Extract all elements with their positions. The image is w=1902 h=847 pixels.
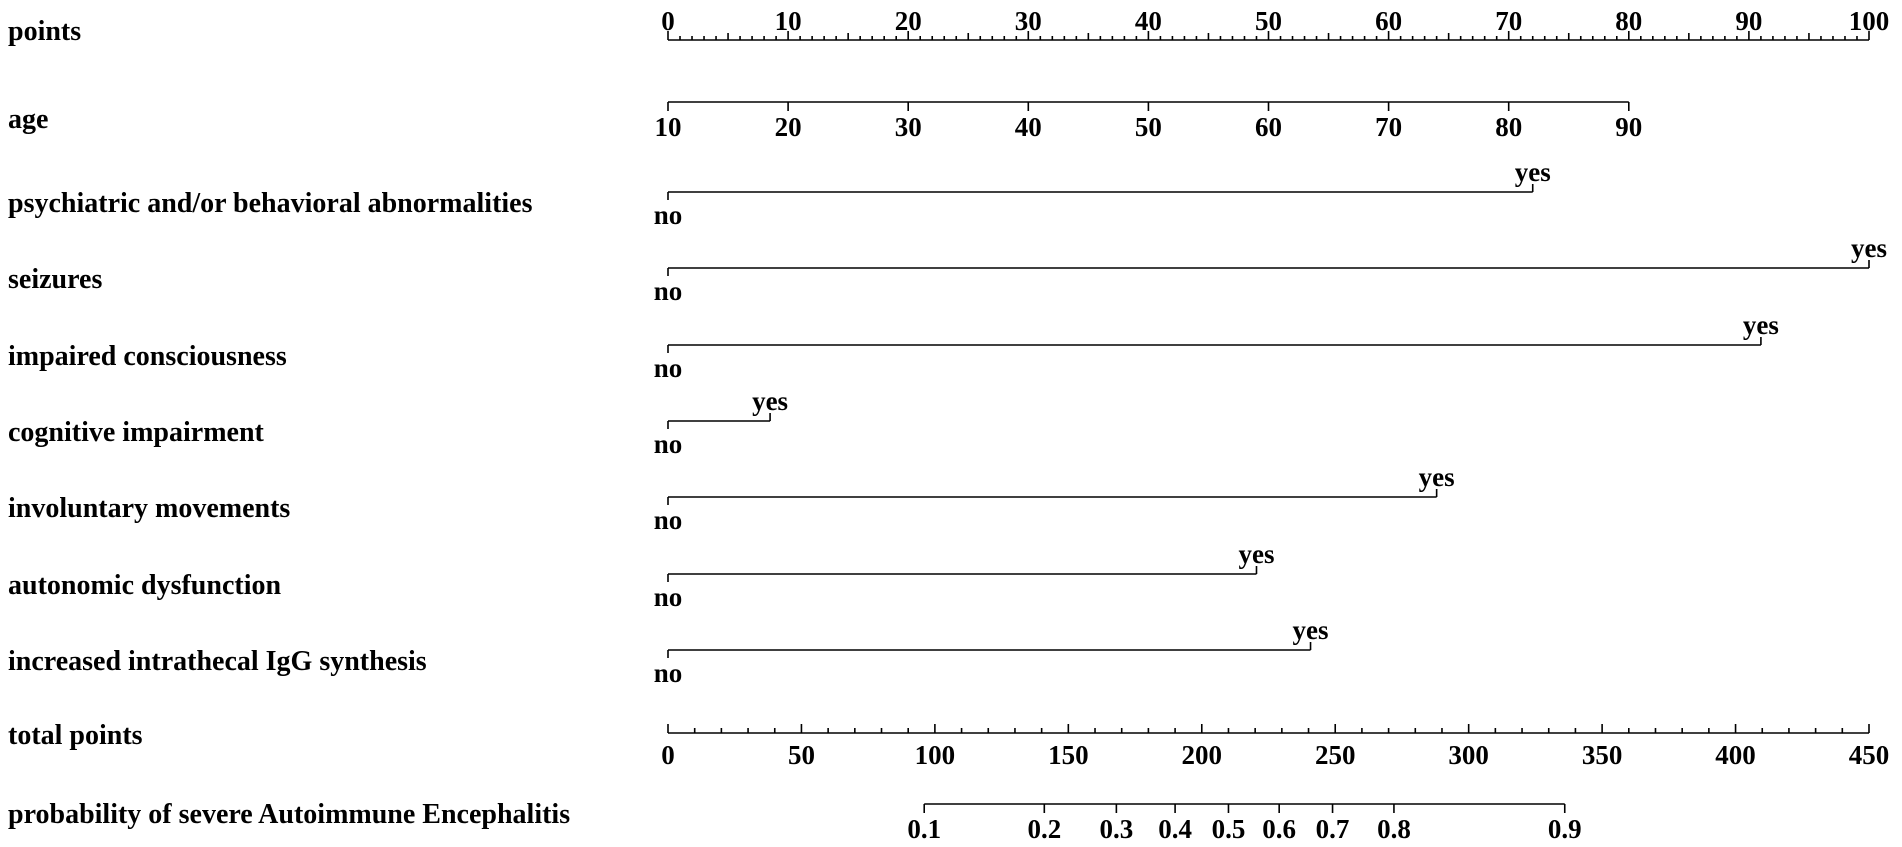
age-tick-label: 90 [1615,112,1643,142]
level-yes-label: yes [1851,233,1887,263]
probability-tick-label: 0.5 [1211,814,1246,844]
probability-tick-label: 0.9 [1547,814,1582,844]
age-tick-label: 80 [1495,112,1523,142]
row-label-binary: increased intrathecal IgG synthesis [8,646,427,677]
points-tick-label: 60 [1375,6,1403,36]
row-label-points: points [8,16,82,47]
level-no-label: no [653,505,683,535]
level-yes-label: yes [1418,462,1455,492]
total-points-tick-label: 300 [1448,740,1489,770]
row-label-age: age [8,104,49,135]
total-points-tick-label: 250 [1314,740,1356,770]
total-points-tick-label: 450 [1848,740,1890,770]
row-label-probability: probability of severe Autoimmune Encephalitis [8,799,571,830]
row-label-binary: seizures [8,264,103,295]
age-tick-label: 30 [894,112,922,142]
level-no-label: no [653,200,683,230]
total-points-tick-label: 150 [1048,740,1089,770]
probability-tick-label: 0.2 [1027,814,1062,844]
total-points-tick-label: 200 [1181,740,1223,770]
row-label-total-points: total points [8,720,143,751]
points-tick-label: 0 [661,6,675,36]
row-label-binary: involuntary movements [8,493,291,524]
total-points-tick-label: 100 [914,740,956,770]
row-label-binary: cognitive impairment [8,417,264,448]
level-yes-label: yes [1238,539,1275,569]
age-tick-label: 70 [1375,112,1403,142]
level-yes-label: yes [752,386,789,416]
age-tick-label: 60 [1255,112,1282,142]
total-points-tick-label: 50 [787,740,815,770]
points-tick-label: 10 [774,6,802,36]
age-tick-label: 20 [774,112,802,142]
level-no-label: no [653,582,683,612]
probability-tick-label: 0.8 [1377,814,1411,844]
points-tick-label: 90 [1735,6,1763,36]
points-tick-label: 50 [1255,6,1282,36]
total-points-tick-label: 0 [661,740,675,770]
probability-tick-label: 0.6 [1262,814,1297,844]
probability-tick-label: 0.7 [1315,814,1350,844]
row-label-binary: psychiatric and/or behavioral abnormalities [8,188,533,219]
row-label-binary: impaired consciousness [8,341,287,372]
level-yes-label: yes [1742,310,1779,340]
level-no-label: no [653,353,683,383]
row-label-binary: autonomic dysfunction [8,570,282,601]
probability-tick-label: 0.4 [1158,814,1192,844]
age-tick-label: 40 [1014,112,1042,142]
points-tick-label: 30 [1014,6,1042,36]
total-points-tick-label: 400 [1715,740,1756,770]
age-tick-label: 50 [1134,112,1162,142]
level-no-label: no [653,429,683,459]
points-tick-label: 100 [1848,6,1890,36]
total-points-tick-label: 350 [1581,740,1623,770]
points-tick-label: 20 [894,6,922,36]
level-no-label: no [653,276,683,306]
points-tick-label: 80 [1615,6,1643,36]
level-no-label: no [653,658,683,688]
age-tick-label: 10 [654,112,682,142]
points-tick-label: 40 [1134,6,1162,36]
probability-tick-label: 0.1 [907,814,942,844]
points-tick-label: 70 [1495,6,1523,36]
probability-tick-label: 0.3 [1099,814,1134,844]
level-yes-label: yes [1514,157,1551,187]
level-yes-label: yes [1292,615,1329,645]
